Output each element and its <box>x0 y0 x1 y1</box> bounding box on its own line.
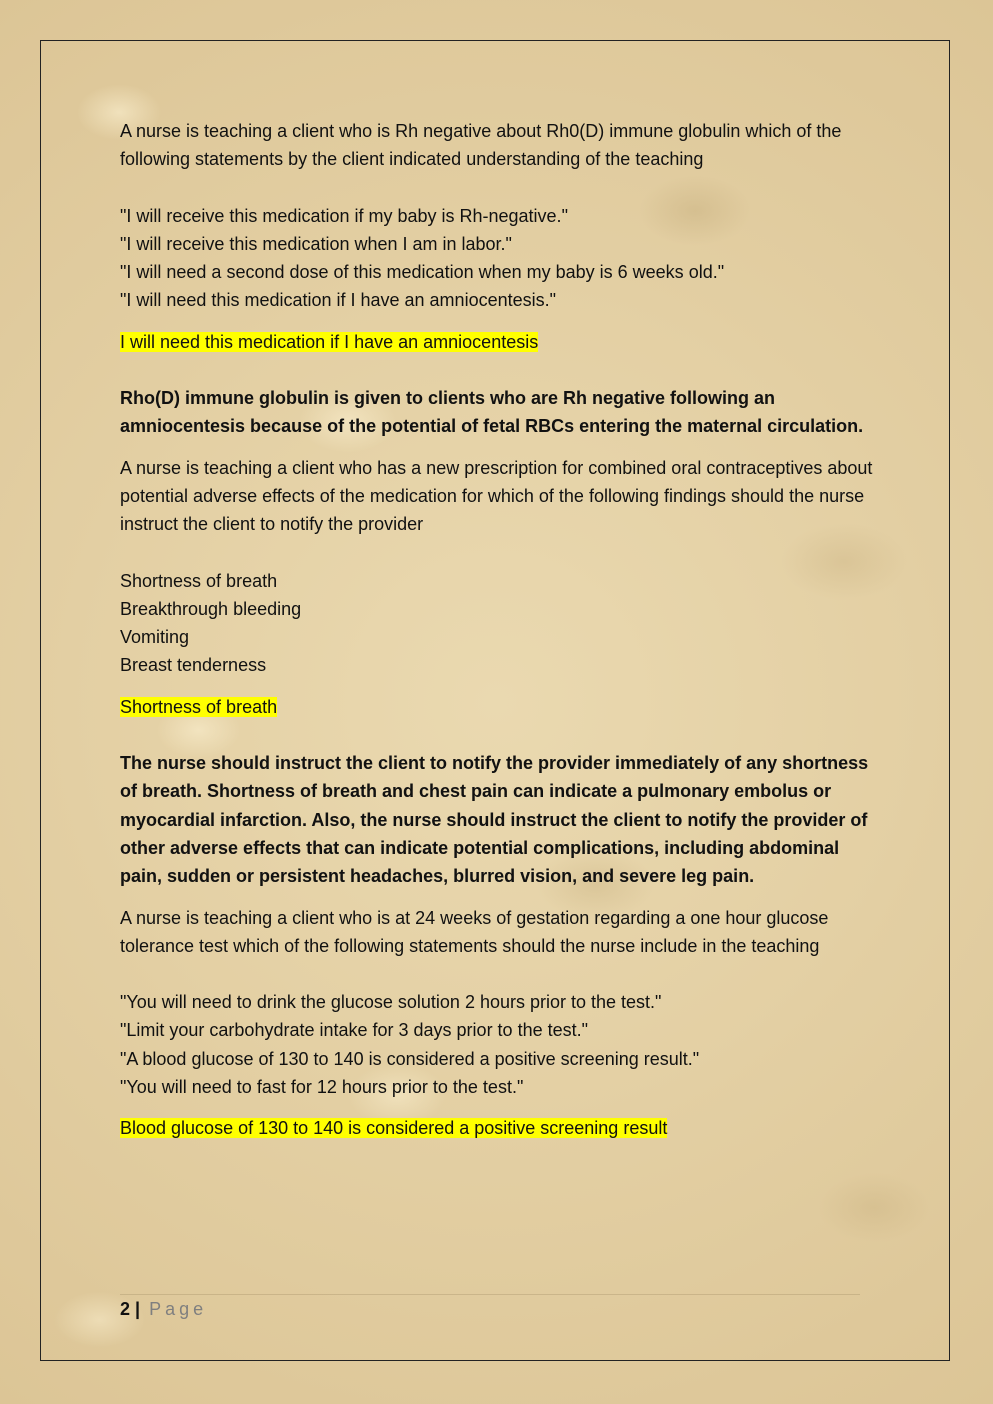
question-2-option: Breakthrough bleeding <box>120 598 302 619</box>
question-3-answer-line <box>120 1114 875 1142</box>
question-3-option: "You will need to fast for 12 hours prior to the test." <box>120 1077 524 1098</box>
question-3-option: "You will need to drink the glucose solution 2 hours prior to the test." <box>120 992 662 1013</box>
question-1-answer: I will need this medication if I have an amniocentesis <box>120 331 539 352</box>
question-3-stem: A nurse is teaching a client who is at 24 weeks of gestation regarding a one hour glucose tolerance test which of the following statements should the nurse include in the teaching <box>120 907 829 956</box>
document-body <box>120 117 875 1171</box>
question-1-stem: A nurse is teaching a client who is Rh negative about Rh0(D) immune globulin which of the following statements by the client indicated understanding of the teaching <box>120 121 842 170</box>
page-footer <box>120 1294 860 1323</box>
page-label: Page <box>149 1299 208 1319</box>
question-2-option: Vomiting <box>120 627 190 648</box>
page-separator: | <box>135 1299 141 1319</box>
question-3-option: "Limit your carbohydrate intake for 3 days prior to the test." <box>120 1020 588 1041</box>
question-2-options <box>120 567 875 680</box>
question-1-option: "I will receive this medication if my baby is Rh-negative." <box>120 205 568 226</box>
question-3-option: "A blood glucose of 130 to 140 is considered a positive screening result." <box>120 1048 700 1069</box>
question-3-options <box>120 988 875 1101</box>
question-2-option: Shortness of breath <box>120 570 278 591</box>
question-2-rationale: The nurse should instruct the client to notify the provider immediately of any shortness of breath. Shortness of breath and chest pain can indicate a pulmonary embolus or myocardial infarction. Also, the nurse should instruct the client to notify the provider of other adverse effects that can indicate potential complications, including abdominal pain, sudden or persistent headaches, blurred vision, and severe leg pain. <box>120 753 869 887</box>
question-1-option: "I will receive this medication when I am in labor." <box>120 233 512 254</box>
question-2-option: Breast tenderness <box>120 655 267 676</box>
question-2-stem: A nurse is teaching a client who has a new prescription for combined oral contraceptives about potential adverse effects of the medication for which of the following findings should the nurse instruct the client to notify the provider <box>120 457 873 535</box>
question-1-option: "I will need a second dose of this medication when my baby is 6 weeks old." <box>120 262 725 283</box>
question-1-options <box>120 202 875 315</box>
question-1-rationale: Rho(D) immune globulin is given to clients who are Rh negative following an amniocentesis because of the potential of fetal RBCs entering the maternal circulation. <box>120 388 864 437</box>
question-1-answer-line <box>120 328 875 356</box>
question-3-answer: Blood glucose of 130 to 140 is considered a positive screening result <box>120 1118 668 1139</box>
question-1-option: "I will need this medication if I have an amniocentesis." <box>120 290 556 311</box>
page-number: 2 <box>120 1299 131 1319</box>
question-2-answer-line <box>120 693 875 721</box>
question-2-answer: Shortness of breath <box>120 696 278 717</box>
